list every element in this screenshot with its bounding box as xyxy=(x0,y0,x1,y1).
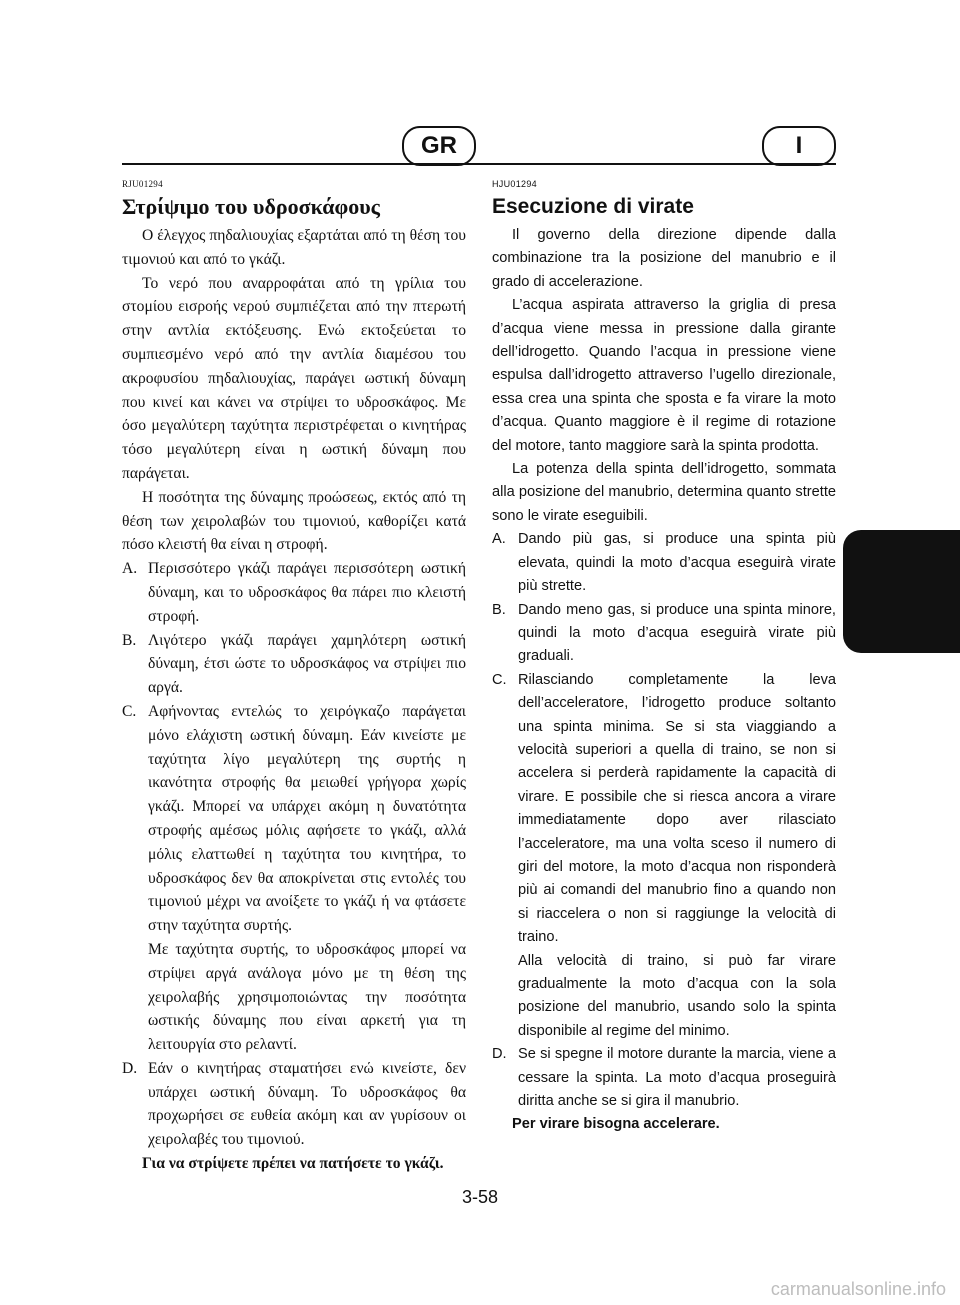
paragraph: Το νερό που αναρροφάται από τη γρίλια του στομίου εισροής νερού συμπιέζεται από την πτερωτή στην αντλία εκτόξευσης. Ενώ εκτοξεύεται το συμπιεσμένο νερό από την αντλία διαμέσου του ακροφυσίου πηδαλιουχίας, παράγει ωστική δύναμη που κινεί και κάνει να στρίψει το υδροσκάφος. Με όσο μεγαλύτερη ταχύτητα περιστρέφεται ο κινητήρας τόσο μεγαλύτερη είναι η ωστική δύναμη που παράγεται. xyxy=(122,274,466,482)
list-letter: A. xyxy=(122,560,138,578)
watermark: carmanualsonline.info xyxy=(770,1279,946,1299)
list-text: Αφήνοντας εντελώς το χειρόγκαζο παράγεται μόνο ελάχιστη ωστική δύναμη. Εάν κινείστε με ταχύτητα λίγο μεγαλύτερη της συρτής η ικανότητα στροφής θα μειωθεί γρήγορα χωρίς γκάζι. Μπορεί να υπάρχει ακόμη η δυνατότητα στροφής αμέσως μόλις αφήσετε το γκάζι, αλλά μόλις ελαττωθεί η ταχύτητα του κινητήρα, το υδροσκάφος δεν θα αποκρίνεται στις εντολές του τιμονιού μέχρι να ανοίξετε το γκάζι ή να φτάσετε στην ταχύτητα συρτής. xyxy=(148,702,466,935)
list-letter: D. xyxy=(122,1059,138,1077)
list-item xyxy=(492,1043,836,1113)
list-text: Εάν ο κινητήρας σταματήσει ενώ κινείστε, δεν υπάρχει ωστική δύναμη. Το υδροσκάφος θα προχωρήσει σε ευθεία ακόμη και αν γυρίσουν οι χειρολαβές του τιμονιού. xyxy=(148,1059,466,1149)
list-item xyxy=(492,669,836,950)
chapter-thumb-tab xyxy=(843,530,960,653)
list-letter: A. xyxy=(492,531,506,548)
list-letter: C. xyxy=(492,671,507,688)
paragraph: La potenza della spinta dell’idrogetto, sommata alla posizione del manubrio, determina quanto strette sono le virate eseguibili. xyxy=(492,461,836,524)
paragraph: Il governo della direzione dipende dalla combinazione tra la posizione del manubrio e il grado di accelerazione. xyxy=(492,227,836,290)
paragraph: L’acqua aspirata attraverso la griglia di presa d’acqua viene messa in pressione dalla girante dell’idrogetto. Quando l’acqua in pressione viene espulsa dall’idrogetto attraverso l’ugello direzionale, essa crea una spinta che sposta e fa virare la moto d’acqua. Quanto maggiore è il regime di rotazione del motore, tanto maggiore sarà la spinta prodotta. xyxy=(492,297,836,454)
list-text: Dando meno gas, si produce una spinta minore, quindi la moto d’acqua eseguirà virate più graduali. xyxy=(518,601,836,665)
list-text: Dando più gas, si produce una spinta più elevata, quindi la moto d’acqua eseguirà virate più strette. xyxy=(518,531,836,595)
section-code: HJU01294 xyxy=(492,179,537,189)
list-letter: C. xyxy=(122,702,137,720)
list-letter: B. xyxy=(122,631,137,649)
greek-column xyxy=(122,178,466,1176)
language-badge-greek: GR xyxy=(402,126,476,166)
list-item-continuation: Alla velocità di traino, si può far virare gradualmente la moto d’acqua con la sola posizione del manubrio, usando solo la spinta disponibile al regime del minimo. xyxy=(518,952,836,1039)
paragraph: Ο έλεγχος πηδαλιουχίας εξαρτάται από τη θέση του τιμονιού και από το γκάζι. xyxy=(122,227,466,268)
list-item-continuation: Με ταχύτητα συρτής, το υδροσκάφος μπορεί να στρίψει αργά ανάλογα μόνο με τη θέση της χειρολαβής χρησιμοποιώντας την ποσότητα ωστικής δύναμης που είναι αρκετή για τη λειτουργία στο ρελαντί. xyxy=(148,940,466,1054)
paragraph: Η ποσότητα της δύναμης προώσεως, εκτός από τη θέση των χειρολαβών του τιμονιού, καθορίζει κατά πόσο κλειστή θα είναι η στροφή. xyxy=(122,488,466,554)
language-badge-italian: I xyxy=(762,126,836,166)
list-letter: B. xyxy=(492,601,506,618)
list-item xyxy=(492,528,836,598)
instruction-note: Per virare bisogna accelerare. xyxy=(512,1116,720,1133)
instruction-note: Για να στρίψετε πρέπει να πατήσετε το γκάζι. xyxy=(142,1155,444,1173)
list-text: Περισσότερο γκάζι παράγει περισσότερη ωστική δύναμη, και το υδροσκάφος θα πάρει πιο κλειστή στροφή. xyxy=(148,560,466,625)
section-title: Στρίψιμο του υδροσκάφους xyxy=(122,194,380,219)
list-text: Rilasciando completamente la leva dell’acceleratore, l’idrogetto produce soltanto una spinta minima. Se si sta viaggiando a velocità superiori a quella di traino, se non si accelera si perderà rapidamente la capacità di virare. E possibile che si riesca ancora a virare immediatamente dopo aver rilasciato l’acceleratore, ma una volta sceso il numero di giri del motore, la moto d’acqua non risponderà più ai comandi del manubrio fino a quando non si riaccelera o non si raggiunge la velocità di traino. xyxy=(518,671,836,946)
list-item xyxy=(122,1057,466,1152)
list-text: Λιγότερο γκάζι παράγει χαμηλότερη ωστική δύναμη, έτσι ώστε το υδροσκάφος να στρίψει πιο αργά. xyxy=(148,631,466,697)
section-code: RJU01294 xyxy=(122,179,163,189)
list-item xyxy=(492,599,836,669)
list-text: Se si spegne il motore durante la marcia, viene a cessare la spinta. La moto d’acqua proseguirà diritta anche se si gira il manubrio. xyxy=(518,1046,836,1110)
header-rule xyxy=(122,163,836,165)
list-letter: D. xyxy=(492,1046,507,1063)
italian-column xyxy=(492,178,836,1137)
list-item xyxy=(122,700,466,938)
list-item xyxy=(122,557,466,628)
page-number: 3-58 xyxy=(461,1187,499,1207)
section-title: Esecuzione di virate xyxy=(492,195,694,218)
list-item xyxy=(122,629,466,700)
